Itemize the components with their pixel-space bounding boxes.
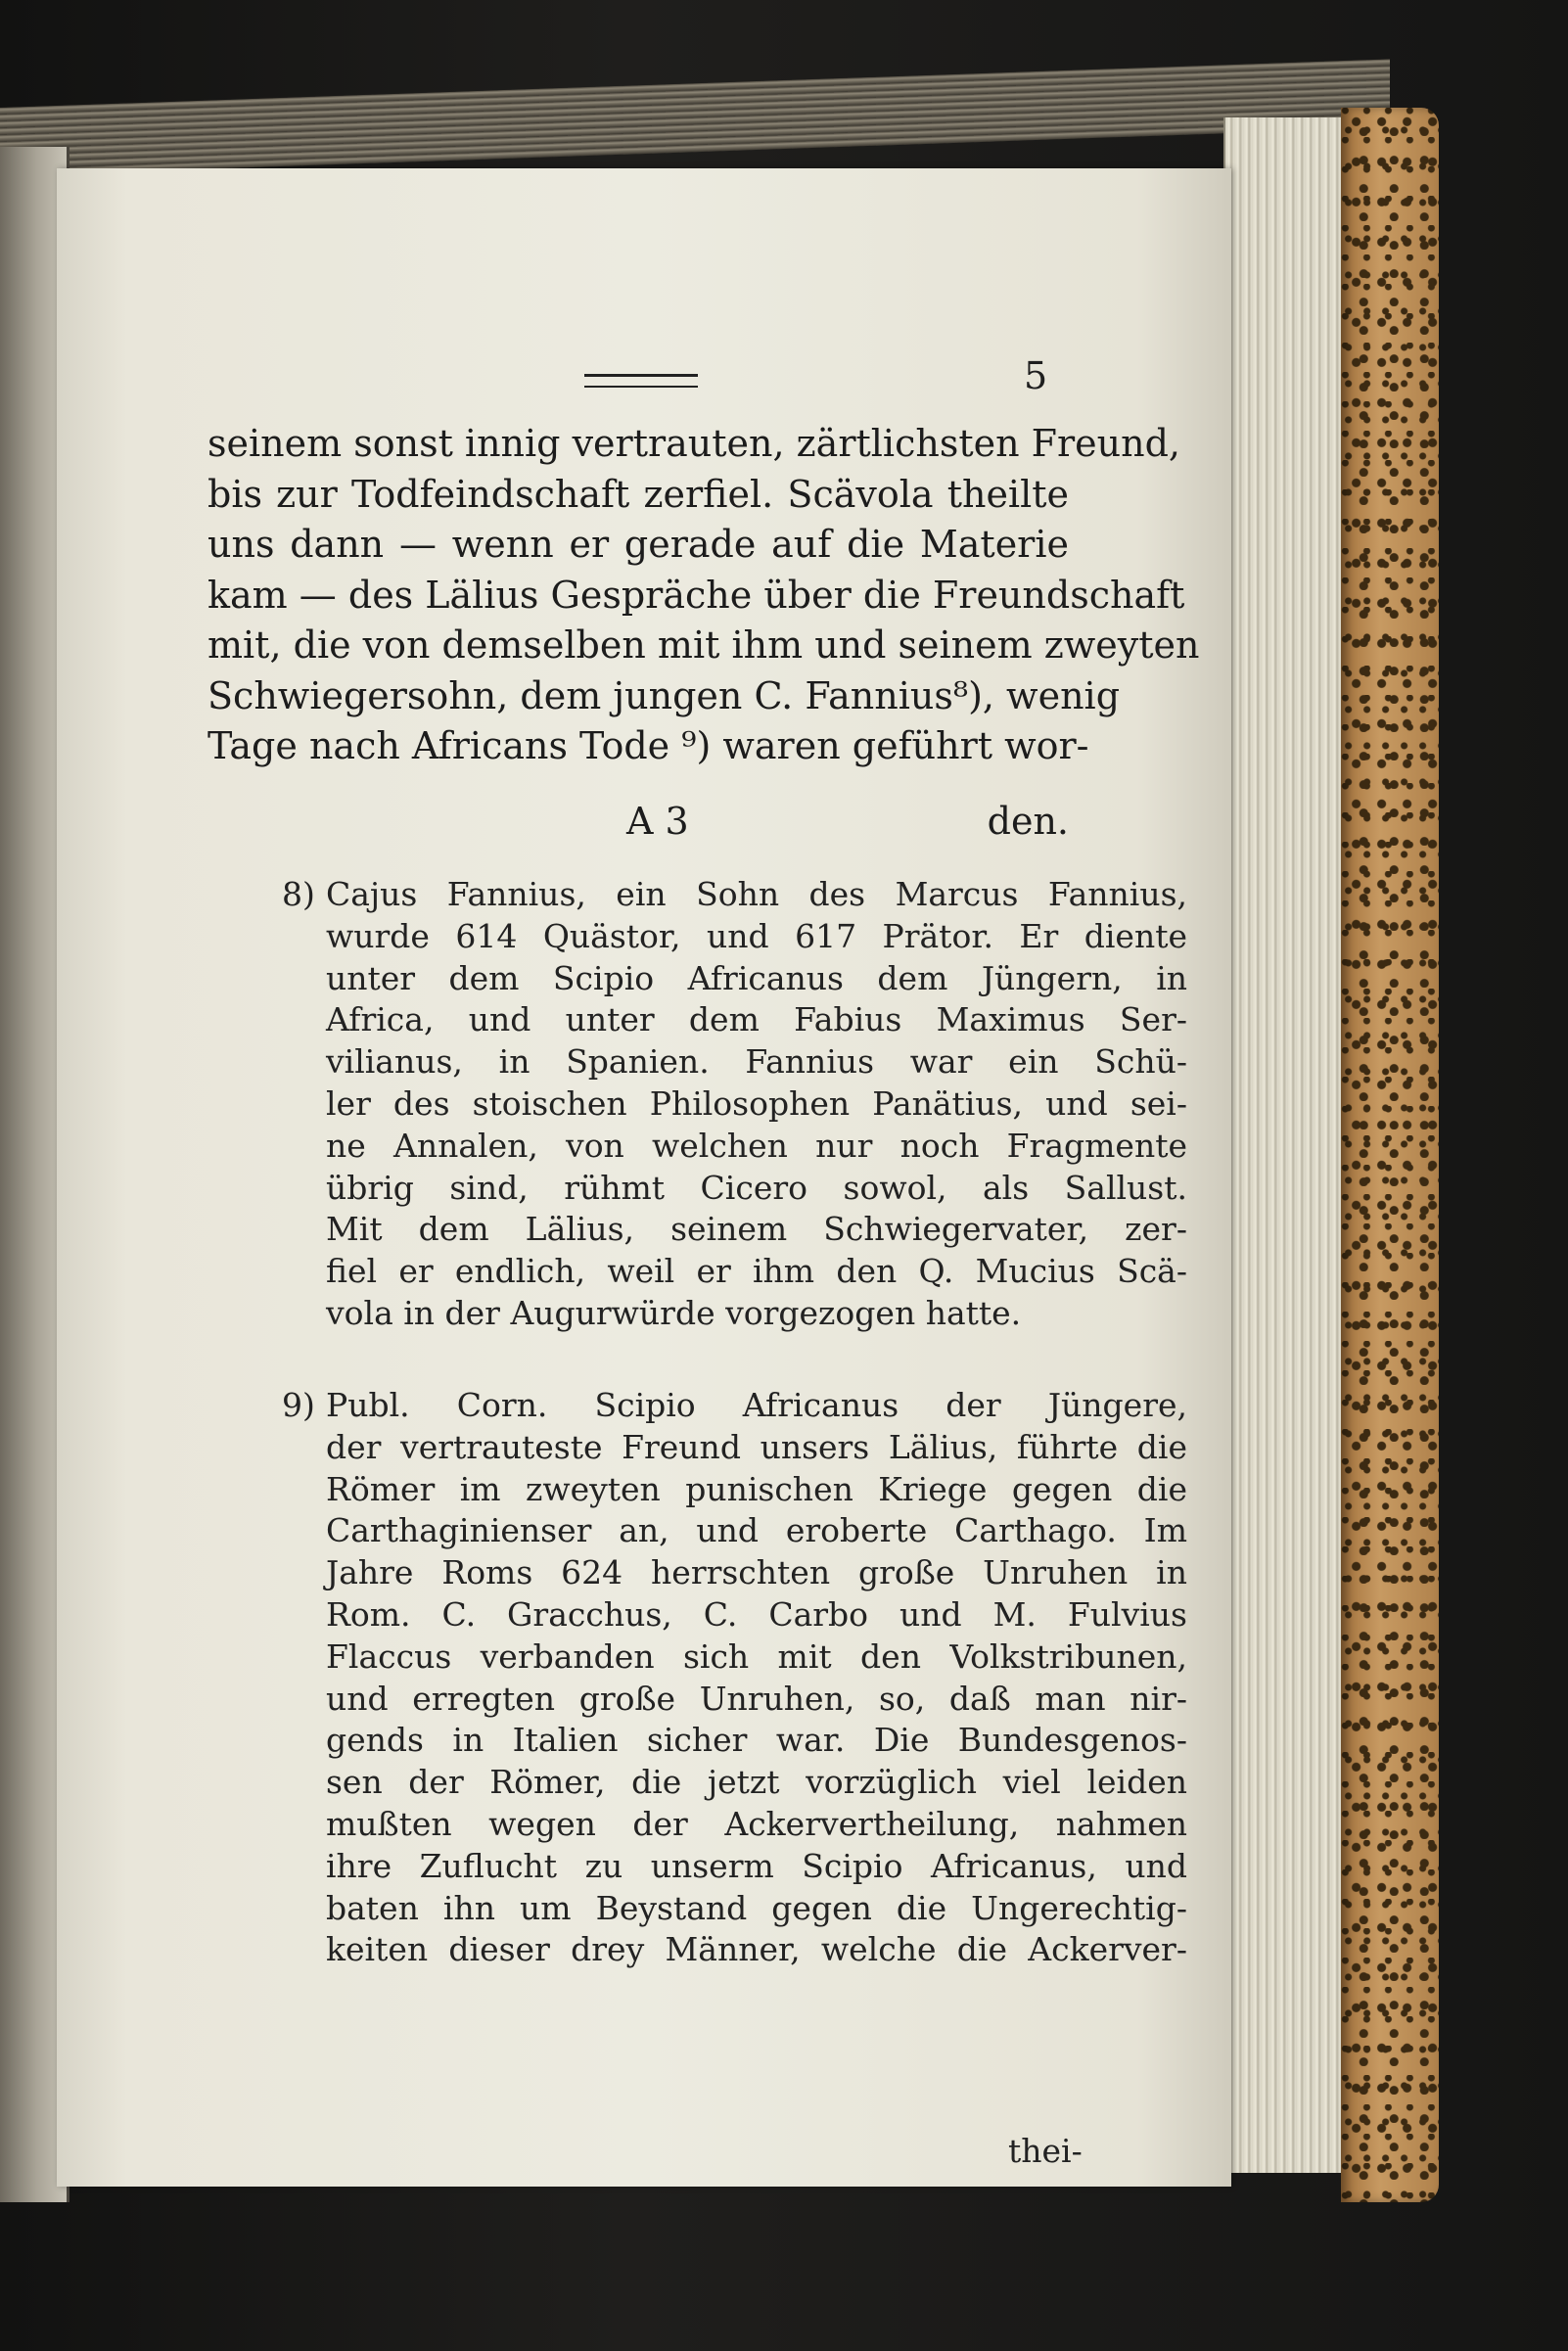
footnote-line: baten ihn um Beystand gegen die Ungerechtig-	[326, 1888, 1187, 1927]
main-text	[208, 419, 1200, 772]
text-line: uns dann — wenn er gerade auf die Materie	[208, 523, 1069, 566]
text-line: mit, die von demselben mit ihm und seinem zweyten	[208, 623, 1200, 667]
footnote-line: ne Annalen, von welchen nur noch Fragmente	[326, 1126, 1187, 1165]
book-cover-edge	[1341, 108, 1439, 2202]
footnote-line: Römer im zweyten punischen Kriege gegen die	[326, 1469, 1187, 1508]
footnote-line: Publ. Corn. Scipio Africanus der Jüngere,	[326, 1386, 1187, 1424]
page-block-edge	[1223, 117, 1353, 2173]
footnote-line: Rom. C. Gracchus, C. Carbo und M. Fulvius	[326, 1594, 1187, 1634]
catchword-bottom: thei-	[1008, 2132, 1083, 2170]
header-ornament-rule	[584, 374, 698, 388]
catchword: den.	[987, 800, 1069, 843]
footnote-line: Cajus Fannius, ein Sohn des Marcus Fannius,	[326, 875, 1187, 913]
footnote-line: unter dem Scipio Africanus dem Jüngern, in	[326, 958, 1187, 997]
footnote-line: Flaccus verbanden sich mit den Volkstribunen,	[326, 1636, 1187, 1676]
footnote-line: der vertrauteste Freund unsers Lälius, führte die	[326, 1427, 1187, 1466]
text-line: Tage nach Africans Tode ⁹) waren geführt wor-	[208, 724, 1089, 767]
footnote-8	[282, 874, 1187, 1335]
footnote-line: Carthaginienser an, und eroberte Carthago. Im	[326, 1511, 1187, 1550]
footnote-number: 8)	[282, 875, 315, 913]
footnote-line: übrig sind, rühmt Cicero sowol, als Sallust.	[326, 1168, 1187, 1207]
footnote-line: Mit dem Lälius, seinem Schwiegervater, zer-	[326, 1210, 1187, 1249]
footnote-line: mußten wegen der Ackervertheilung, nahmen	[326, 1804, 1187, 1843]
signature-mark: A 3	[626, 800, 689, 843]
footnote-line: wurde 614 Quästor, und 617 Prätor. Er diente	[326, 916, 1187, 955]
text-line: kam — des Lälius Gespräche über die Freundschaft	[208, 573, 1185, 617]
signature-line	[208, 800, 1069, 851]
footnote-line: gends in Italien sicher war. Die Bundesgenos-	[326, 1721, 1187, 1760]
footnote-line: keiten dieser drey Männer, welche die Ackerver-	[326, 1930, 1187, 1969]
text-line: bis zur Todfeindschaft zerfiel. Scävola theilte	[208, 472, 1069, 516]
footnote-line: ler des stoischen Philosophen Panätius, und sei-	[326, 1083, 1187, 1123]
footnote-number: 9)	[282, 1386, 315, 1424]
footnote-9	[282, 1385, 1187, 1971]
footnote-line: ihre Zuflucht zu unserm Scipio Africanus, und	[326, 1846, 1187, 1885]
footnote-line: sen der Römer, die jetzt vorzüglich viel leiden	[326, 1763, 1187, 1802]
footnote-line: und erregten große Unruhen, so, daß man nir-	[326, 1679, 1187, 1718]
page-number: 5	[1024, 354, 1048, 397]
footnote-line: Africa, und unter dem Fabius Maximus Ser-	[326, 1000, 1187, 1039]
footnote-line: Jahre Roms 624 herrschten große Unruhen in	[326, 1553, 1187, 1592]
text-line: seinem sonst innig vertrauten, zärtlichsten Freund,	[208, 422, 1181, 465]
footnote-line: vilianus, in Spanien. Fannius war ein Schü-	[326, 1042, 1187, 1082]
footnote-line: vola in der Augurwürde vorgezogen hatte.	[326, 1293, 1022, 1332]
text-line: Schwiegersohn, dem jungen C. Fannius⁸), wenig	[208, 673, 1121, 717]
footnote-line: fiel er endlich, weil er ihm den Q. Mucius Scä-	[326, 1252, 1187, 1291]
